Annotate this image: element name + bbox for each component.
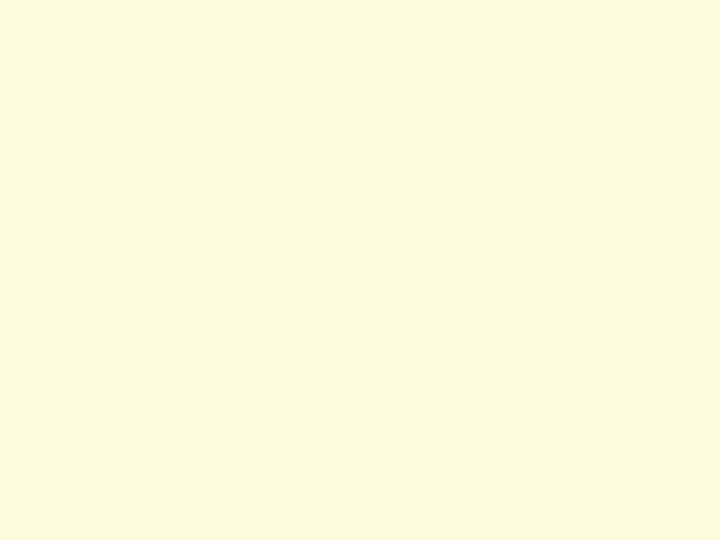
bottom-decorative-strip [0,533,720,540]
top-decorative-banner [0,0,720,40]
